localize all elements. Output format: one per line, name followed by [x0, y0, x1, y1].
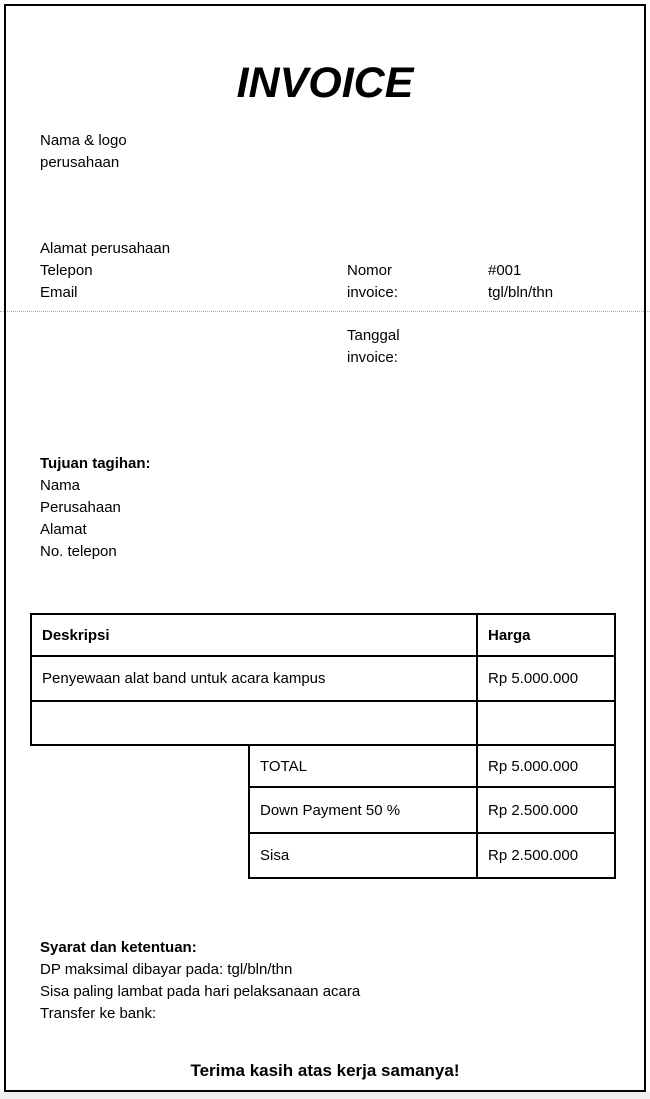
- company-address-line: Alamat perusahaan: [40, 240, 171, 257]
- page-break-line: [0, 311, 650, 312]
- summary-label-cell: Down Payment 50 %: [250, 788, 478, 832]
- invoice-number-label-line: invoice:: [347, 284, 398, 301]
- summary-row-total: [250, 746, 614, 786]
- item-description-cell: Penyewaan alat band untuk acara kampus: [32, 657, 478, 700]
- company-name-logo-line: Nama & logo: [40, 132, 127, 149]
- item-description-cell: [32, 702, 478, 744]
- bill-to-section: [40, 453, 151, 563]
- invoice-number-label-line: Nomor: [347, 262, 393, 279]
- summary-row-down-payment: [250, 786, 614, 832]
- company-email-line: Email: [40, 284, 78, 301]
- summary-value-cell: Rp 2.500.000: [488, 801, 579, 819]
- invoice-number-date: tgl/bln/thn: [488, 284, 554, 301]
- terms-line: Sisa paling lambat pada hari pelaksanaan acara: [40, 983, 361, 1000]
- bill-to-company: Perusahaan: [40, 499, 121, 516]
- thank-you-message: Terima kasih atas kerja samanya!: [190, 1061, 460, 1080]
- items-header-price: Harga: [488, 626, 531, 644]
- bill-to-name: Nama: [40, 477, 81, 494]
- invoice-title: INVOICE: [236, 59, 414, 107]
- company-contact: [40, 238, 170, 304]
- terms-line: DP maksimal dibayar pada: tgl/bln/thn: [40, 961, 293, 978]
- bill-to-heading: Tujuan tagihan:: [40, 455, 151, 472]
- item-price-cell: Rp 5.000.000: [488, 670, 579, 687]
- items-table-header-row: [32, 615, 614, 655]
- terms-heading: Syarat dan ketentuan:: [40, 939, 197, 956]
- invoice-number-value: [488, 260, 553, 304]
- invoice-number: #001: [488, 262, 522, 279]
- terms-section: [40, 937, 360, 1025]
- items-table: [30, 613, 616, 746]
- summary-table: [248, 744, 616, 879]
- invoice-number-label: [347, 260, 398, 304]
- bill-to-address: Alamat: [40, 521, 87, 538]
- company-name-logo-line: perusahaan: [40, 154, 120, 171]
- invoice-date-label-line: invoice:: [347, 349, 398, 366]
- summary-value-cell: Rp 2.500.000: [488, 847, 579, 864]
- summary-value-cell: Rp 5.000.000: [488, 757, 579, 775]
- table-row: [32, 700, 614, 744]
- company-phone-line: Telepon: [40, 262, 93, 279]
- invoice-date-label-line: Tanggal: [347, 327, 400, 344]
- company-name-logo: [40, 130, 127, 174]
- items-header-description: Deskripsi: [32, 615, 478, 655]
- summary-label-cell: TOTAL: [250, 746, 478, 786]
- page-bottom-edge: [0, 1092, 650, 1099]
- invoice-date-label: [347, 325, 400, 369]
- summary-label-cell: Sisa: [250, 834, 478, 877]
- table-row: [32, 655, 614, 700]
- summary-row-remainder: [250, 832, 614, 877]
- bill-to-phone: No. telepon: [40, 543, 117, 560]
- item-price-cell: [478, 702, 614, 744]
- terms-line: Transfer ke bank:: [40, 1005, 157, 1022]
